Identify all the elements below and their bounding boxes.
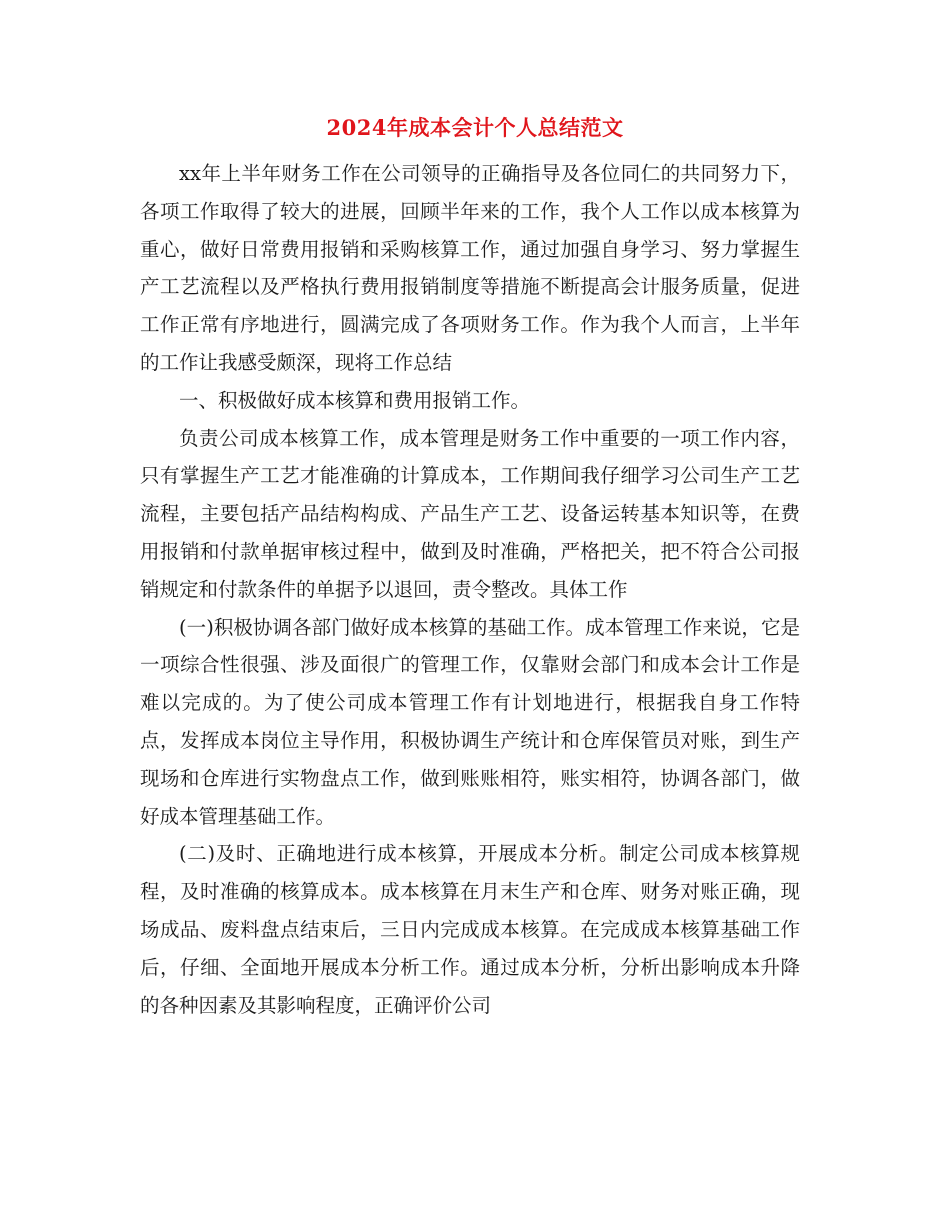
paragraph-section-heading: 一、积极做好成本核算和费用报销工作。 [179,388,531,412]
document-title: 2024年成本会计个人总结范文 [326,115,624,140]
document-body [140,155,800,1024]
paragraph-item-two: (二)及时、正确地进行成本核算，开展成本分析。制定公司成本核算规程，及时准确的核算成本。成本核算在月末生产和仓库、财务对账正确，现场成品、废料盘点结束后，三日内完成成本核算。在完成成本核算基础工作后，仔细、全面地开展成本分析工作。通过成本分析，分析出影响成本升降的各种因素及其影响程度，正确评价公司 [140,842,800,1017]
paragraph-cost-accounting: 负责公司成本核算工作，成本管理是财务工作中重要的一项工作内容，只有掌握生产工艺才能准确的计算成本，工作期间我仔细学习公司生产工艺流程，主要包括产品结构构成、产品生产工艺、设备运转基本知识等，在费用报销和付款单据审核过程中，做到及时准确，严格把关，把不符合公司报销规定和付款条件的单据予以退回，责令整改。具体工作 [140,426,800,601]
paragraph-item-one: (一)积极协调各部门做好成本核算的基础工作。成本管理工作来说，它是一项综合性很强、涉及面很广的管理工作，仅靠财会部门和成本会计工作是难以完成的。为了使公司成本管理工作有计划地进行，根据我自身工作特点，发挥成本岗位主导作用，积极协调生产统计和仓库保管员对账，到生产现场和仓库进行实物盘点工作，做到账账相符，账实相符，协调各部门，做好成本管理基础工作。 [140,615,800,828]
paragraph-intro: xx年上半年财务工作在公司领导的正确指导及各位同仁的共同努力下，各项工作取得了较大的进展，回顾半年来的工作，我个人工作以成本核算为重心，做好日常费用报销和采购核算工作，通过加强自身学习、努力掌握生产工艺流程以及严格执行费用报销制度等措施不断提高会计服务质量，促进工作正常有序地进行，圆满完成了各项财务工作。作为我个人而言，上半年的工作让我感受颇深，现将工作总结 [140,162,800,374]
